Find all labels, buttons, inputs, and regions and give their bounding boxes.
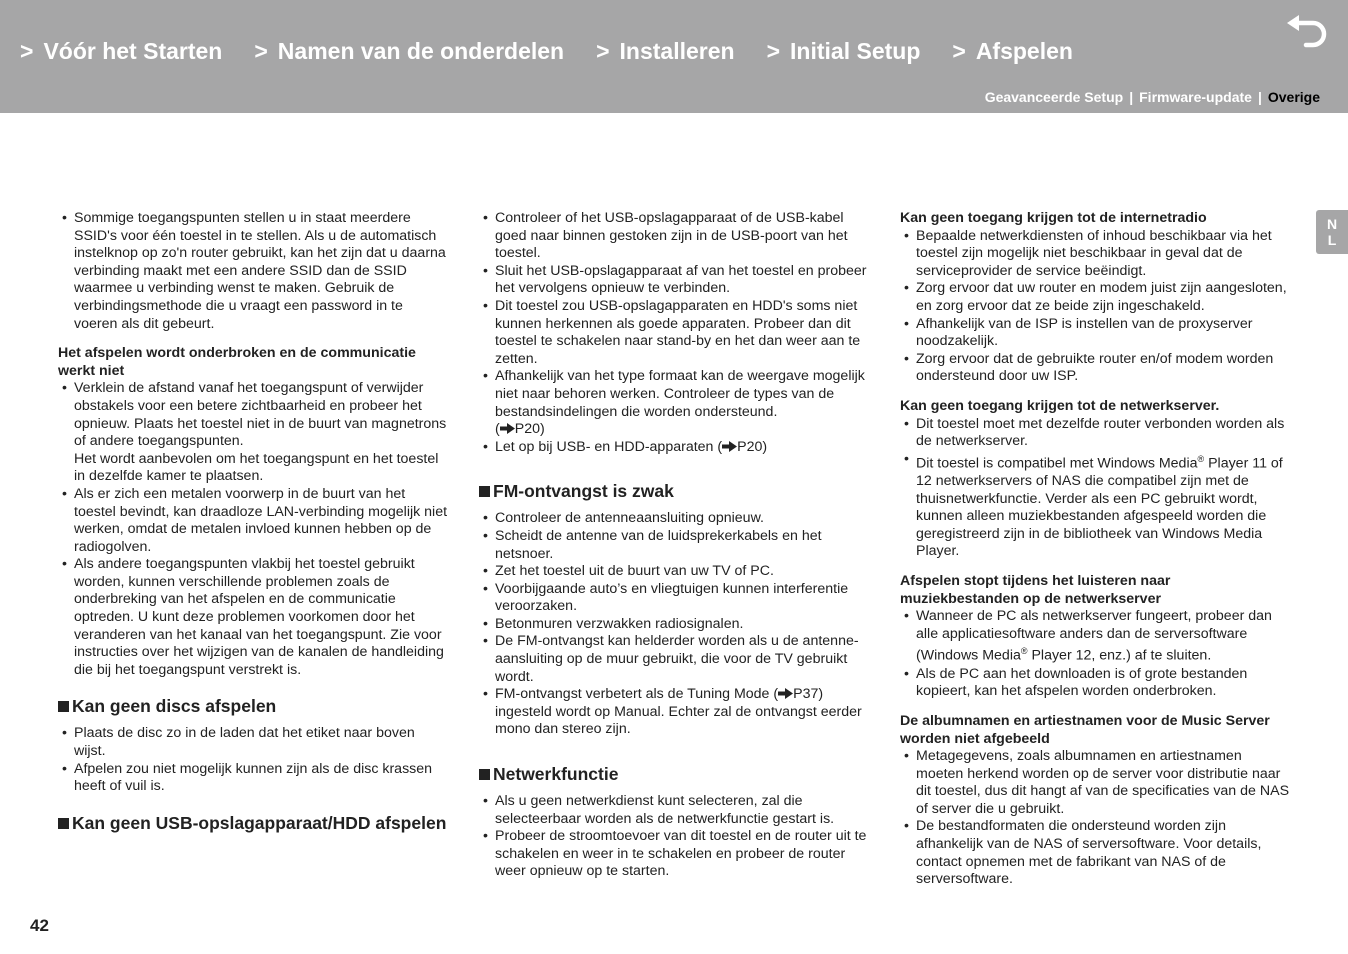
- nav-label: Initial Setup: [790, 38, 921, 64]
- list-item: • Probeer de stroomtoevoer van dit toestel en de router uit te schakelen en weer in te schakelen en probeer de router weer opnieuw op te starten.: [479, 828, 871, 881]
- list-item: • Dit toestel zou USB-opslagapparaten en HDD's soms niet kunnen herkennen als goede apparaten. Probeer dan dit toestel te schakelen naar stand-by en het dan weer aan te zetten.: [479, 298, 871, 368]
- bullet-list: [479, 210, 871, 456]
- nav-namen-van-de-onderdelen[interactable]: [254, 38, 564, 65]
- section-heading-text: Kan geen USB-opslagapparaat/HDD afspelen: [72, 812, 447, 833]
- subnav-geavanceerde-setup[interactable]: Geavanceerde Setup: [984, 89, 1124, 105]
- column-left: [58, 210, 450, 842]
- list-item: • Afpelen zou niet mogelijk kunnen zijn als de disc krassen heeft of vuil is.: [58, 761, 450, 796]
- paren: ): [762, 438, 768, 455]
- list-item-text: ) ingesteld wordt op Manual. Echter zal de ontvangst eerder mono dan stereo zijn.: [495, 686, 862, 738]
- nav-installeren[interactable]: [596, 38, 734, 65]
- list-item-text: FM-ontvangst verbetert als de Tuning Mode (: [495, 686, 779, 703]
- column-middle: [479, 210, 871, 881]
- language-tab[interactable]: [1316, 210, 1348, 254]
- section-heading-text: Kan geen discs afspelen: [72, 696, 277, 717]
- list-item: • Zorg ervoor dat de gebruikte router en/of modem worden ondersteund door uw ISP.: [900, 351, 1292, 386]
- list-item: • Scheidt de antenne van de luidsprekerkabels en het netsnoer.: [479, 528, 871, 563]
- list-item: • Als er zich een metalen voorwerp in de buurt van het toestel bevindt, kan draadloze LAN-verbinding mogelijk niet werken, omdat de metalen invloed kunnen hebben op de radiogolven.: [58, 486, 450, 556]
- list-item: • Controleer de antenneaansluiting opnieuw.: [479, 510, 871, 528]
- section-heading-text: Netwerkfunctie: [493, 764, 619, 785]
- nav-label: Installeren: [619, 38, 735, 64]
- bullet-list: [479, 793, 871, 881]
- paren: ): [539, 421, 545, 438]
- subheading: De albumnamen en artiestnamen voor de Music Server worden niet afgebeeld: [900, 712, 1270, 747]
- page-reference-link[interactable]: P20: [737, 438, 763, 455]
- bullet-list: [900, 416, 1292, 561]
- chevron-right-icon: >: [952, 38, 966, 64]
- section-heading: [58, 812, 450, 834]
- list-item: • Sluit het USB-opslagapparaat af van het toestel en probeer het vervolgens opnieuw te verbinden.: [479, 263, 871, 298]
- list-item: [479, 368, 871, 438]
- section-heading: [58, 695, 450, 717]
- list-item: [900, 608, 1292, 666]
- chevron-right-icon: >: [20, 38, 34, 64]
- list-item-text: Verklein de afstand vanaf het toegangspunt of verwijder obstakels voor een betere zichtbaarheid en probeer het opnieuw. Plaats het toestel niet in de buurt van magnetrons of andere toegangspunten.: [74, 380, 447, 450]
- registered-mark: ®: [1020, 646, 1028, 657]
- list-item: [479, 686, 871, 739]
- list-item: • Zorg ervoor dat uw router en modem juist zijn aangesloten, en zorg ervoor dat ze beide zijn ingeschakeld.: [900, 280, 1292, 315]
- subnav-firmware-update[interactable]: Firmware-update: [1139, 89, 1252, 105]
- square-bullet-icon: [58, 818, 69, 829]
- list-item: • Bepaalde netwerkdiensten of inhoud beschikbaar via het toestel zijn mogelijk niet beschikbaar in geval dat de serviceprovider de service beëindigt.: [900, 228, 1292, 281]
- list-item: • Plaats de disc zo in de laden dat het etiket naar boven wijst.: [58, 725, 450, 760]
- page-reference-arrow-icon: [500, 423, 515, 434]
- list-item: • Controleer of het USB-opslagapparaat of de USB-kabel goed naar binnen gestoken zijn in de USB-poort van het toestel.: [479, 210, 871, 263]
- chevron-right-icon: >: [254, 38, 268, 64]
- header-bar: [0, 0, 1348, 113]
- list-item-text: Let op bij USB- en HDD-apparaten (: [495, 438, 723, 455]
- list-item-text: Wanneer de PC als netwerkserver fungeert, probeer dan alle applicatiesoftware anders dan de serversoftware (Windows Media: [916, 608, 1272, 665]
- bullet-list: [900, 748, 1292, 889]
- subnav-separator: |: [1129, 89, 1134, 105]
- list-item-text: Afhankelijk van het type formaat kan de weergave mogelijk niet naar behoren werken. Controleer de types van de bestandsindelingen die worden ondersteund.: [495, 368, 865, 420]
- nav-label: Afspelen: [975, 38, 1073, 64]
- list-item: • Metagegevens, zoals albumnamen en artiestnamen moeten herkend worden op de server voor distributie naar dit toestel, dus dit hangt af van de specificaties van de NAS of server die u gebruikt.: [900, 748, 1292, 818]
- language-tab-line: L: [1327, 232, 1337, 248]
- page-number: 42: [30, 916, 49, 935]
- bullet-list: [479, 510, 871, 739]
- page-reference-link[interactable]: P37: [793, 686, 819, 703]
- bullet-list: [58, 210, 450, 333]
- nav-label: Vóór het Starten: [43, 38, 223, 64]
- list-item-text: Player 12, enz.) af te sluiten.: [1027, 648, 1212, 665]
- list-item: • De FM-ontvangst kan helderder worden als u de antenne-aansluiting op de muur gebruikt, die voor de TV gebruikt wordt.: [479, 633, 871, 686]
- chevron-right-icon: >: [596, 38, 610, 64]
- nav-initial-setup[interactable]: [767, 38, 921, 65]
- main-nav: [20, 38, 1105, 65]
- list-item: • Als andere toegangspunten vlakbij het toestel gebruikt worden, kunnen verschillende problemen zoals de onderbreking van het afspelen en de communicatie optreden. U kunt deze problemen voorkomen door het veranderen van het kanaal van het toegangspunt. Zie voor instructies over het wijzigen van de kanalen de handleiding die bij het toegangspunt verstrekt is.: [58, 556, 450, 679]
- paren: (: [495, 421, 500, 438]
- list-item: • Betonmuren verzwakken radiosignalen.: [479, 616, 871, 634]
- list-item: [479, 439, 871, 457]
- list-item: • Zet het toestel uit de buurt van uw TV of PC.: [479, 563, 871, 581]
- chevron-right-icon: >: [766, 38, 781, 64]
- page-reference-arrow-icon: [778, 688, 793, 699]
- list-item-note: Het wordt aanbevolen om het toegangspunt en het toestel in dezelfde kamer te plaatsen.: [74, 450, 439, 485]
- square-bullet-icon: [479, 486, 490, 497]
- list-item: • Dit toestel moet met dezelfde router verbonden worden als de netwerkserver.: [900, 416, 1292, 451]
- bullet-list: [58, 725, 450, 795]
- list-item-text: Dit toestel is compatibel met Windows Media: [916, 455, 1198, 472]
- list-item-text: Player 11 of 12 netwerkservers of NAS die compatibel zijn met de thuisnetwerkfunctie. Verder als een PC gebruikt wordt, kunnen alleen muziekbestanden afgespeeld worden die geregistreerd zijn in de bibliotheek van Windows Media Player.: [916, 455, 1283, 560]
- bullet-list: [900, 228, 1292, 386]
- list-item: [58, 380, 450, 486]
- nav-afspelen[interactable]: [952, 38, 1073, 65]
- subnav-overige[interactable]: Overige: [1267, 89, 1320, 105]
- subheading: Kan geen toegang krijgen tot de internetradio: [900, 210, 1207, 226]
- subnav-separator: |: [1257, 89, 1262, 105]
- nav-voor-het-starten[interactable]: [20, 38, 222, 65]
- language-tab-line: N: [1326, 216, 1338, 232]
- list-item: • Voorbijgaande auto’s en vliegtuigen kunnen interferentie veroorzaken.: [479, 581, 871, 616]
- bullet-list: [900, 608, 1292, 701]
- list-item: [900, 451, 1292, 561]
- return-arrow-icon[interactable]: [1284, 14, 1330, 52]
- subheading: Kan geen toegang krijgen tot de netwerkserver.: [900, 397, 1220, 414]
- subheading: Het afspelen wordt onderbroken en de communicatie werkt niet: [58, 345, 416, 379]
- subheading: Afspelen stopt tijdens het luisteren naar muziekbestanden op de netwerkserver: [900, 573, 1171, 607]
- square-bullet-icon: [58, 701, 69, 712]
- sub-nav: [985, 89, 1320, 105]
- section-heading: [479, 480, 871, 502]
- page-reference-link[interactable]: P20: [514, 421, 540, 438]
- section-heading: [479, 763, 871, 785]
- square-bullet-icon: [479, 769, 490, 780]
- nav-label: Namen van de onderdelen: [277, 38, 565, 64]
- list-item: • Als u geen netwerkdienst kunt selecteren, zal die selecteerbaar worden als de netwerkfunctie gestart is.: [479, 793, 871, 828]
- page-reference-arrow-icon: [722, 441, 737, 452]
- column-right: [900, 210, 1292, 889]
- list-item: • De bestandformaten die ondersteund worden zijn afhankelijk van de NAS of serversoftware. Voor details, contact opnemen met de fabrikant van NAS of de serversoftware.: [900, 818, 1292, 888]
- list-item: • Sommige toegangspunten stellen u in staat meerdere SSID's voor één toestel in te stellen. Als u de automatisch instelknop op zo'n router gebruikt, kan het zijn dat u daarna verbinding maakt met een andere SSID dan de SSID waarmee u verbinding wenst te maken. Gebruik de verbindingsmethode die u vraagt een password in te voeren als dit gebeurt.: [58, 210, 450, 333]
- bullet-list: [58, 380, 450, 679]
- section-heading-text: FM-ontvangst is zwak: [493, 481, 674, 502]
- registered-mark: ®: [1197, 453, 1205, 464]
- list-item: • Afhankelijk van de ISP is instellen van de proxyserver noodzakelijk.: [900, 316, 1292, 351]
- list-item: • Als de PC aan het downloaden is of grote bestanden kopieert, kan het afspelen worden onderbroken.: [900, 666, 1292, 701]
